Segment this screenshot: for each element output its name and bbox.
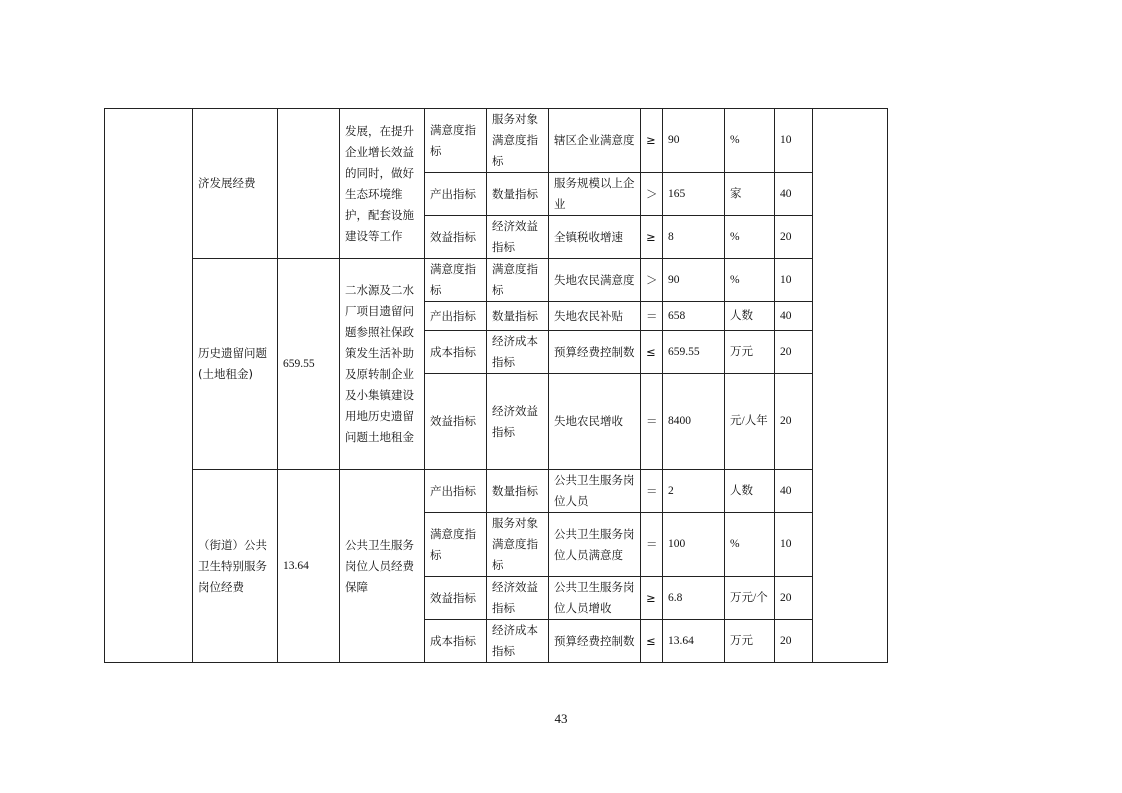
indicator-name: 失地农民补贴 <box>549 302 641 331</box>
unit: % <box>725 109 775 173</box>
comparison-operator: ≥ <box>641 109 663 173</box>
indicator-name: 全镇税收增速 <box>549 216 641 259</box>
level2-indicator: 数量指标 <box>487 173 549 216</box>
level2-indicator: 经济效益指标 <box>487 374 549 470</box>
indicator-name: 失地农民增收 <box>549 374 641 470</box>
project-description: 发展，在提升企业增长效益的同时，做好生态环境维护，配套设施建设等工作 <box>340 109 425 259</box>
target-value: 8 <box>663 216 725 259</box>
target-value: 90 <box>663 109 725 173</box>
performance-indicator-table <box>104 108 888 663</box>
category-cell <box>105 109 193 663</box>
weight: 40 <box>775 173 813 216</box>
project-description: 二水源及二水厂项目遗留问题参照社保政策发生活补助及原转制企业及小集镇建设用地历史遗留问题土地租金 <box>340 259 425 470</box>
weight: 20 <box>775 620 813 663</box>
level1-indicator: 效益指标 <box>425 577 487 620</box>
target-value: 658 <box>663 302 725 331</box>
comparison-operator: ＝ <box>641 470 663 513</box>
comparison-operator: ＞ <box>641 259 663 302</box>
table-row <box>105 470 888 513</box>
level1-indicator: 效益指标 <box>425 216 487 259</box>
weight: 20 <box>775 331 813 374</box>
comparison-operator: ≤ <box>641 331 663 374</box>
project-amount: 659.55 <box>278 259 340 470</box>
level2-indicator: 经济效益指标 <box>487 577 549 620</box>
target-value: 659.55 <box>663 331 725 374</box>
indicator-name: 公共卫生服务岗位人员满意度 <box>549 513 641 577</box>
target-value: 2 <box>663 470 725 513</box>
target-value: 8400 <box>663 374 725 470</box>
weight: 20 <box>775 216 813 259</box>
unit: 家 <box>725 173 775 216</box>
level1-indicator: 满意度指标 <box>425 513 487 577</box>
indicator-name: 预算经费控制数 <box>549 331 641 374</box>
weight: 20 <box>775 577 813 620</box>
comparison-operator: ＝ <box>641 374 663 470</box>
level2-indicator: 数量指标 <box>487 302 549 331</box>
comparison-operator: ＞ <box>641 173 663 216</box>
comparison-operator: ≥ <box>641 216 663 259</box>
level1-indicator: 成本指标 <box>425 620 487 663</box>
project-name: 济发展经费 <box>193 109 278 259</box>
target-value: 100 <box>663 513 725 577</box>
target-value: 13.64 <box>663 620 725 663</box>
unit: 万元 <box>725 620 775 663</box>
level1-indicator: 产出指标 <box>425 470 487 513</box>
unit: % <box>725 216 775 259</box>
target-value: 90 <box>663 259 725 302</box>
comparison-operator: ≥ <box>641 577 663 620</box>
weight: 20 <box>775 374 813 470</box>
weight: 10 <box>775 109 813 173</box>
level2-indicator: 服务对象满意度指标 <box>487 109 549 173</box>
project-amount: 13.64 <box>278 470 340 663</box>
table-row <box>105 259 888 302</box>
page-number: 43 <box>554 711 568 726</box>
weight: 10 <box>775 513 813 577</box>
level2-indicator: 经济效益指标 <box>487 216 549 259</box>
level1-indicator: 产出指标 <box>425 173 487 216</box>
target-value: 165 <box>663 173 725 216</box>
indicator-name: 辖区企业满意度 <box>549 109 641 173</box>
unit: 元/人年 <box>725 374 775 470</box>
table-row <box>105 109 888 173</box>
weight: 40 <box>775 470 813 513</box>
target-value: 6.8 <box>663 577 725 620</box>
level1-indicator: 效益指标 <box>425 374 487 470</box>
comparison-operator: ＝ <box>641 302 663 331</box>
project-name: （街道）公共卫生特别服务岗位经费 <box>193 470 278 663</box>
level1-indicator: 满意度指标 <box>425 109 487 173</box>
unit: 人数 <box>725 470 775 513</box>
comparison-operator: ＝ <box>641 513 663 577</box>
remarks-cell <box>813 109 888 663</box>
project-amount <box>278 109 340 259</box>
level2-indicator: 满意度指标 <box>487 259 549 302</box>
weight: 10 <box>775 259 813 302</box>
unit: % <box>725 259 775 302</box>
indicator-name: 服务规模以上企业 <box>549 173 641 216</box>
indicator-name: 失地农民满意度 <box>549 259 641 302</box>
indicator-name: 预算经费控制数 <box>549 620 641 663</box>
level2-indicator: 服务对象满意度指标 <box>487 513 549 577</box>
level1-indicator: 满意度指标 <box>425 259 487 302</box>
indicator-name: 公共卫生服务岗位人员增收 <box>549 577 641 620</box>
weight: 40 <box>775 302 813 331</box>
comparison-operator: ≤ <box>641 620 663 663</box>
level1-indicator: 成本指标 <box>425 331 487 374</box>
unit: % <box>725 513 775 577</box>
indicator-name: 公共卫生服务岗位人员 <box>549 470 641 513</box>
unit: 万元 <box>725 331 775 374</box>
level2-indicator: 经济成本指标 <box>487 620 549 663</box>
unit: 万元/个 <box>725 577 775 620</box>
unit: 人数 <box>725 302 775 331</box>
level2-indicator: 数量指标 <box>487 470 549 513</box>
project-name: 历史遗留问题(土地租金) <box>193 259 278 470</box>
level1-indicator: 产出指标 <box>425 302 487 331</box>
level2-indicator: 经济成本指标 <box>487 331 549 374</box>
project-description: 公共卫生服务岗位人员经费保障 <box>340 470 425 663</box>
